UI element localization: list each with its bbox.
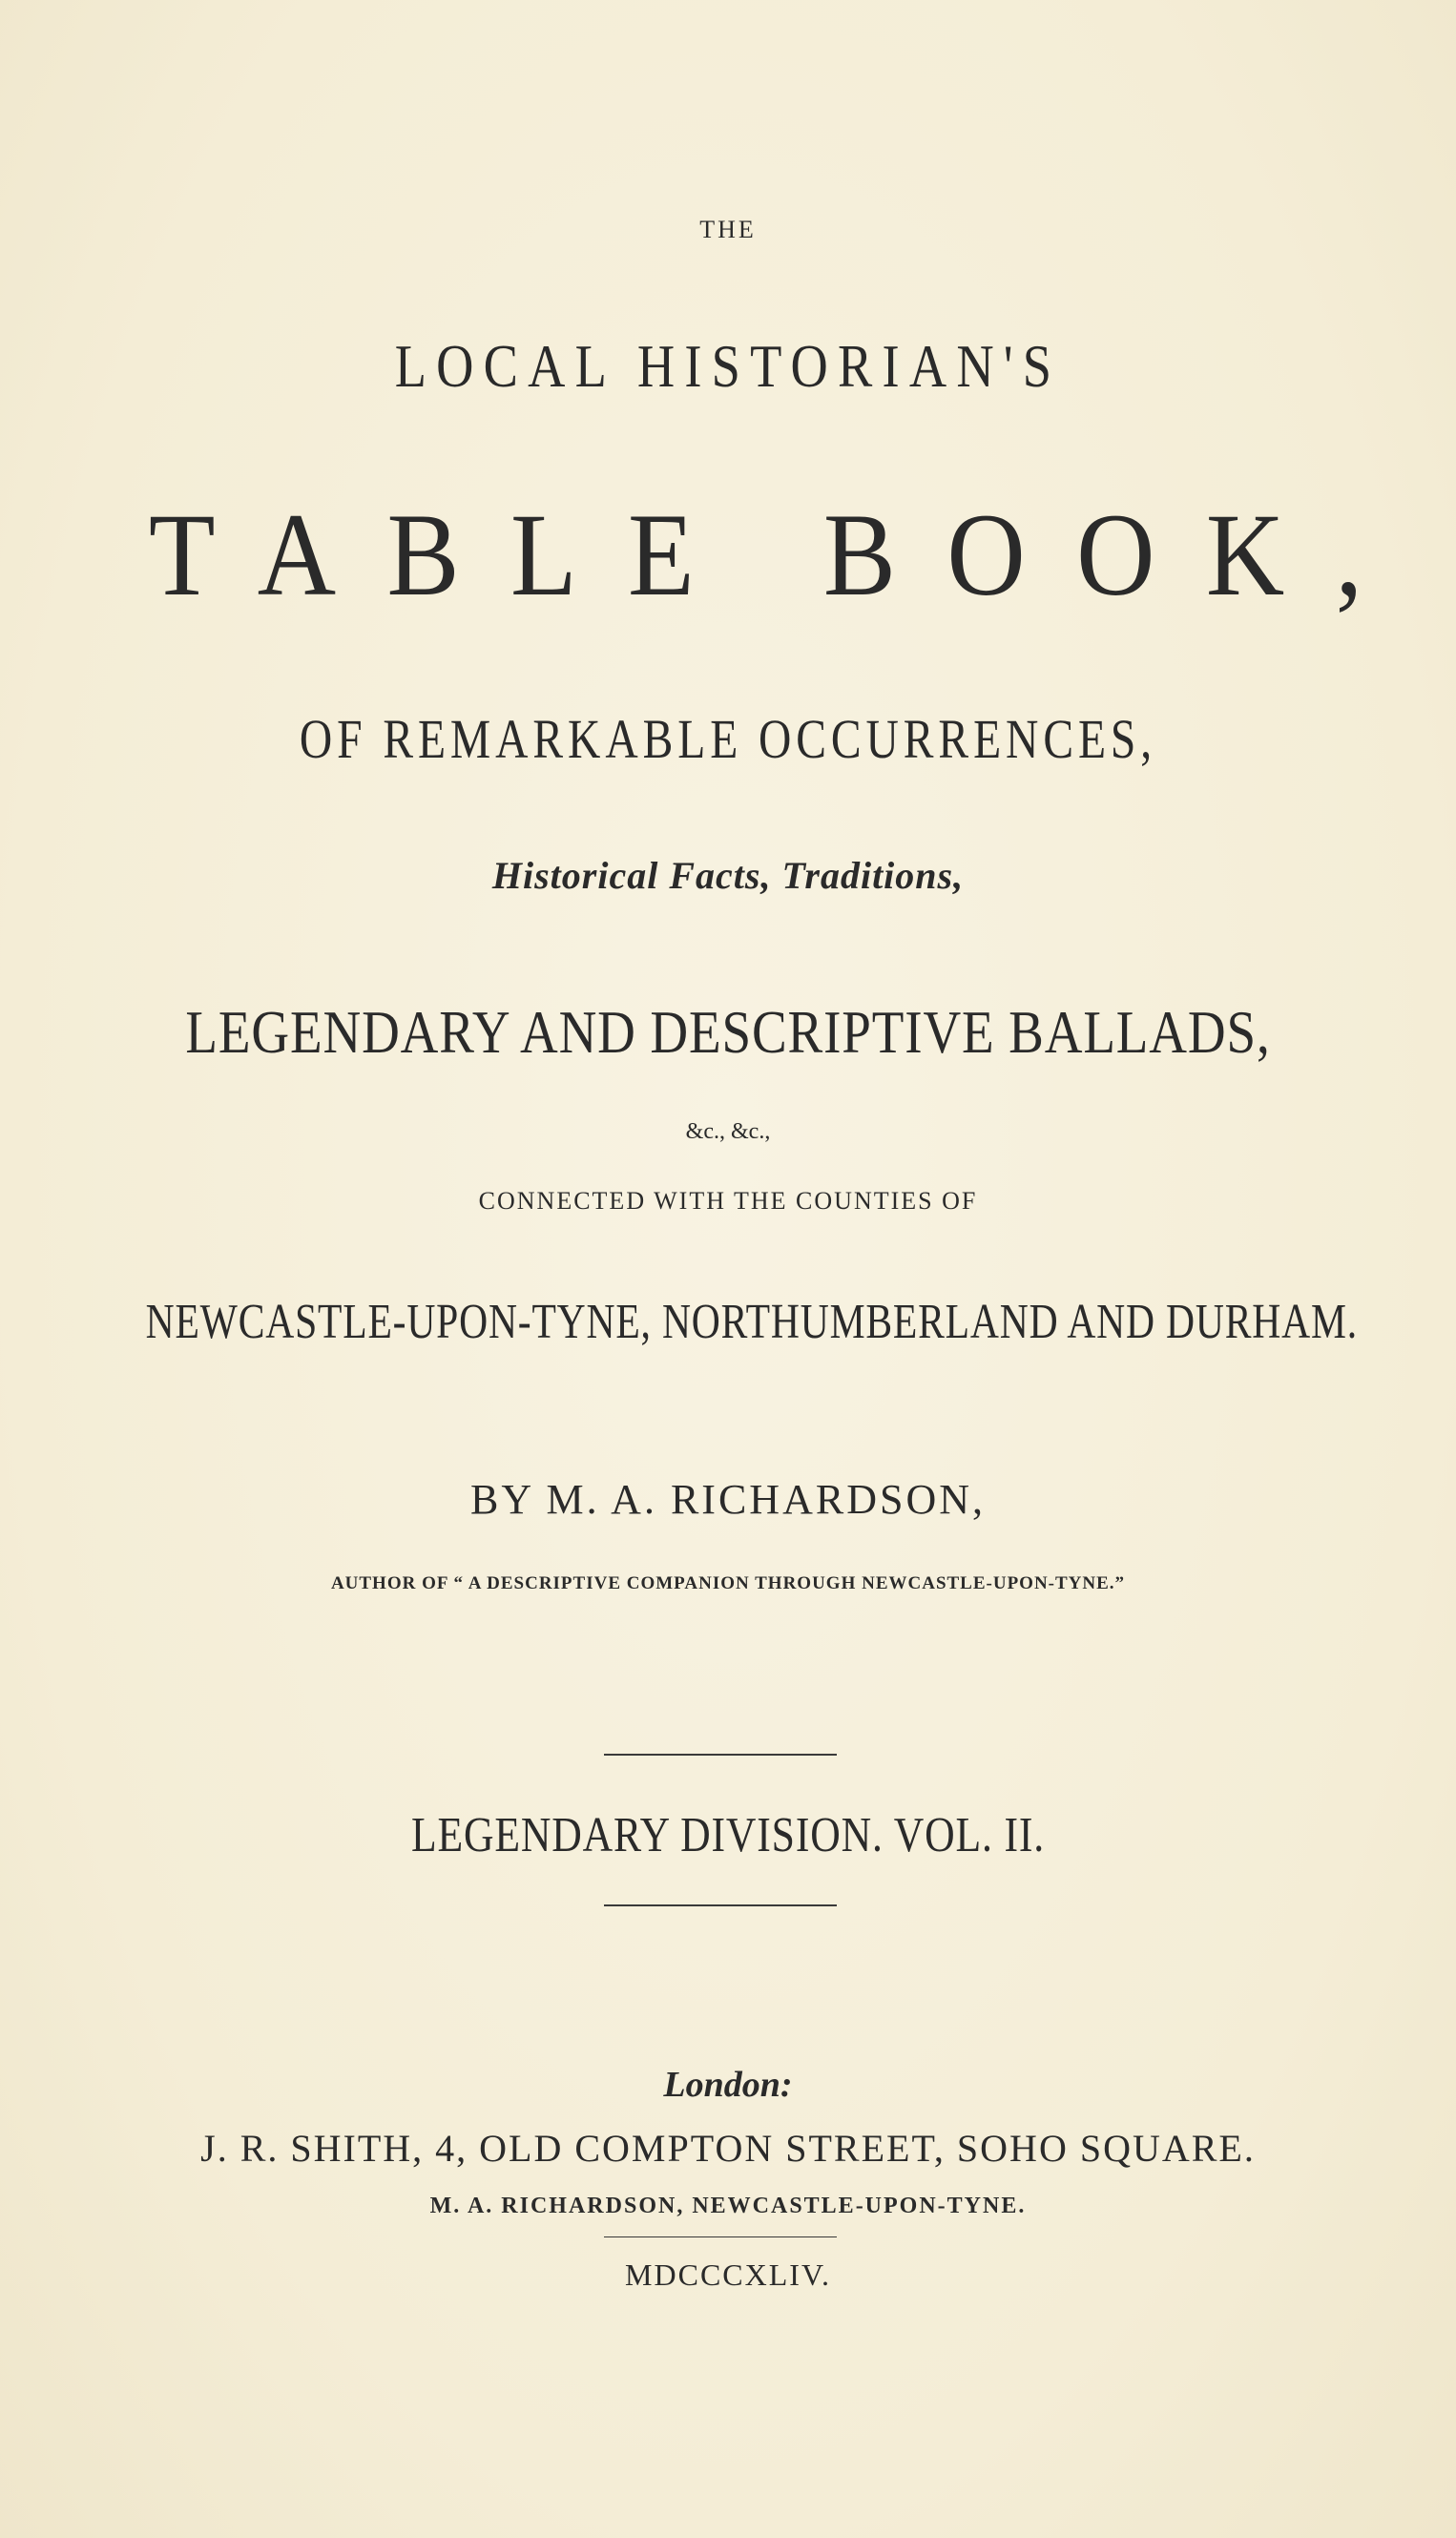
- publisher-address: J. R. SHITH, 4, OLD COMPTON STREET, SOHO SQUARE.: [200, 2127, 1256, 2170]
- connected-with-text: CONNECTED WITH THE COUNTIES OF: [478, 1187, 978, 1215]
- author-byline: BY M. A. RICHARDSON,: [469, 1476, 986, 1523]
- counties-text: NEWCASTLE-UPON-TYNE, NORTHUMBERLAND AND DURHAM.: [145, 1295, 1358, 1349]
- the-label: THE: [699, 216, 757, 243]
- local-historians-heading: LOCAL HISTORIAN'S: [394, 332, 1062, 400]
- etc-text: &c., &c.,: [685, 1119, 771, 1144]
- divider-rule-bottom: [604, 1904, 837, 1906]
- divider-rule-imprint: [604, 2236, 837, 2237]
- table-book-title: TABLE BOOK,: [148, 489, 1414, 620]
- co-publisher: M. A. RICHARDSON, NEWCASTLE-UPON-TYNE.: [429, 2194, 1027, 2218]
- ballads-subtitle: LEGENDARY AND DESCRIPTIVE BALLADS,: [185, 998, 1271, 1066]
- author-credentials: AUTHOR OF “ A DESCRIPTIVE COMPANION THROUGH NEWCASTLE-UPON-TYNE.”: [330, 1573, 1126, 1593]
- london-imprint: London:: [663, 2065, 793, 2105]
- divider-rule-top: [604, 1754, 837, 1756]
- volume-division: LEGENDARY DIVISION. VOL. II.: [410, 1808, 1046, 1862]
- remarkable-occurrences-subtitle: OF REMARKABLE OCCURRENCES,: [299, 708, 1157, 770]
- historical-facts-blackletter: Historical Facts, Traditions,: [491, 854, 965, 897]
- publication-year: MDCCCXLIV.: [625, 2257, 831, 2292]
